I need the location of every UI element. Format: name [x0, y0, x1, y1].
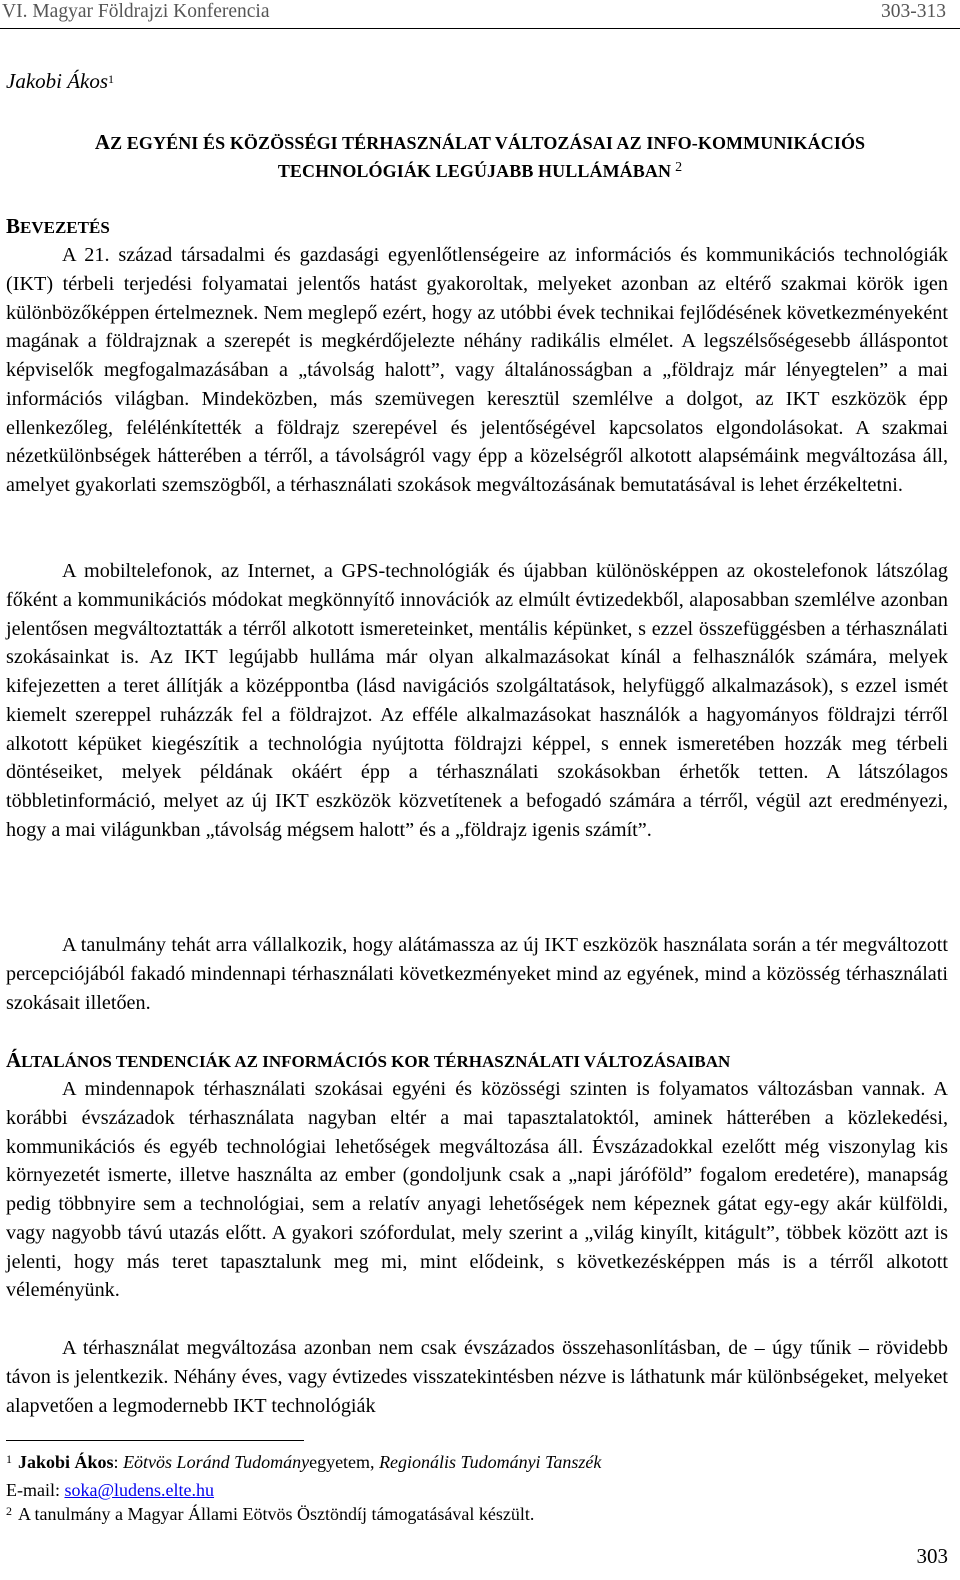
paragraph: A mindennapok térhasználati szokásai egyéni és közösségi szinten is folyamatos változásban vannak. A korábbi évszázadok térhasználata nagyban eltér a mai tapasztalatoktól, aminek hátterében a közlekedési, kommunikációs és egyéb technológiai lehetőségek megváltozása áll. Évszázadokkal ezelőtt még viszonylag kis környezetét ismerte, illetve használta az ember (gondoljunk csak a „napi járóföld” fogalom eredetére), manapság pedig többnyire sem a technológiai, sem a relatív anyagi lehetőségek nem képeznek gátat egy-egy akár külföldi, vagy nagyobb távú utazás előtt. A gyakori szófordulat, mely szerint a „világ kinyílt, kitágult”, többek között azt is jelenti, hogy más teret tapasztalunk meg mi, mint elődeink, s következésképpen más is a térről alkotott véleményünk. — [6, 1078, 948, 1302]
page-range: 303-313 — [881, 1, 946, 22]
footnote-author-name: Jakobi Ákos — [18, 1452, 114, 1472]
paragraph: A térhasználat megváltozása azonban nem csak évszázados összehasonlításban, de – úgy tűnik – rövidebb távon is jelentkezik. Néhány éves, vagy évtizedes visszatekintésben nézve is láthatunk már különbségeket, melyeket alapvetően a legmodernebb IKT technológiák — [6, 1337, 948, 1417]
section-heading-introduction: BEVEZETÉS — [6, 214, 110, 238]
email-link[interactable]: soka@ludens.elte.hu — [64, 1480, 215, 1500]
page-number: 303 — [916, 1544, 948, 1568]
footnote-1-email: E-mail: soka@ludens.elte.hu — [6, 1480, 215, 1500]
title-footnote-mark[interactable]: 2 — [675, 160, 683, 175]
author-line — [6, 66, 114, 96]
author-name: Jakobi Ákos — [6, 69, 109, 93]
paper-title — [20, 128, 940, 185]
running-header — [0, 0, 960, 29]
paragraph: A 21. század társadalmi és gazdasági egyenlőtlenségeire az információs és kommunikációs technológiák (IKT) térbeli terjedési folyamatai jelentős hatást gyakoroltak, melyeket azonban az eltérő szakmai körök igen különbözőképpen értelmeznek. Nem meglepő ezért, hogy az utóbbi évek technikai fejlődésének következményeként magának a földrajznak a szerepét is megkérdőjelezte néhány radikális elmélet. A legszélsőségesebb álláspontot képviselők megfogalmazásában a „távolság halott”, vagy általánosságban a „földrajz már lényegtelen” a mai információs világban. Mindeközben, más szemüvegen keresztül szemlélve a dolgot, az IKT eszközök épp ellenkezőleg, felélénkítették a földrajz szerepével és jelentőségével kapcsolatos elgondolásokat. A szakmai nézetkülönbségek hátterében a térről, a távolságról vagy épp a közelségről alkotott alapsémáink megváltozása áll, amelyet gyakorlati szemszögből, a térhasználati szokások megváltozásának bemutatásával is lehet érzékeltetni. — [6, 244, 948, 496]
paragraph: A tanulmány tehát arra vállalkozik, hogy alátámassza az új IKT eszközök használata során a tér megváltozott percepciójából fakadó mindennapi térhasználati következményeket mind az egyének, mind a közösség térhasználati szokásait illetően. — [6, 934, 948, 1014]
footnote-2: $^2$ A tanulmány a Magyar Állami Eötvös Ösztöndíj támogatásával készült. — [6, 1504, 535, 1524]
conference-name: VI. Magyar Földrajzi Konferencia — [2, 1, 270, 22]
title-line-1: AZ EGYÉNI ÉS KÖZÖSSÉGI TÉRHASZNÁLAT VÁLTOZÁSAI AZ INFO-KOMMUNIKÁCIÓS — [94, 130, 866, 154]
footnote-1: $^1$ Jakobi Ákos: Eötvös Loránd Tudományegyetem, Regionális Tudományi Tanszék — [6, 1452, 602, 1472]
section-heading-general-trends: ÁLTALÁNOS TENDENCIÁK AZ INFORMÁCIÓS KOR TÉRHASZNÁLATI VÁLTOZÁSAIBAN — [6, 1048, 731, 1072]
title-line-2: TECHNOLÓGIÁK LEGÚJABB HULLÁMÁBAN $^2$ — [277, 160, 683, 181]
paragraph: A mobiltelefonok, az Internet, a GPS-technológiák és újabban különösképpen az okostelefonok látszólag főként a kommunikációs módokat megkönnyítő innovációk az elmúlt évtizedekből, alaposabban szemlélve azonban jelentősen megváltoztatták a térről alkotott ismereteinket, mentális képünket, s ezzel összefüggésben a térhasználati szokásainkat is. Az IKT legújabb hulláma már olyan alkalmazásokat kínál a felhasználók számára, melyek kifejezetten a teret állítják a középpontba (lásd navigációs szolgáltatások, helyfüggő alkalmazások), s ezzel ismét kiemelt szereppel ruházzák fel a földrajzot. Az efféle alkalmazásokat használók a hagyományos földrajzi térről alkotott képüket kiegészítik a technológia nyújtotta földrajzi képpel, s ennek ismeretében hozzák meg térbeli döntéseiket, melyek példának okáért épp a térhasználati szokásokban érhetők tetten. A látszólagos többletinformáció, melyet az új IKT eszközök közvetítenek a befogadó számára a térről, végül azt eredményezi, hogy a mai világunkban „távolság mégsem halott” és a „földrajz igenis számít”. — [6, 560, 948, 841]
author-footnote-mark[interactable]: 1 — [108, 72, 115, 86]
footnote-separator — [6, 1440, 304, 1441]
